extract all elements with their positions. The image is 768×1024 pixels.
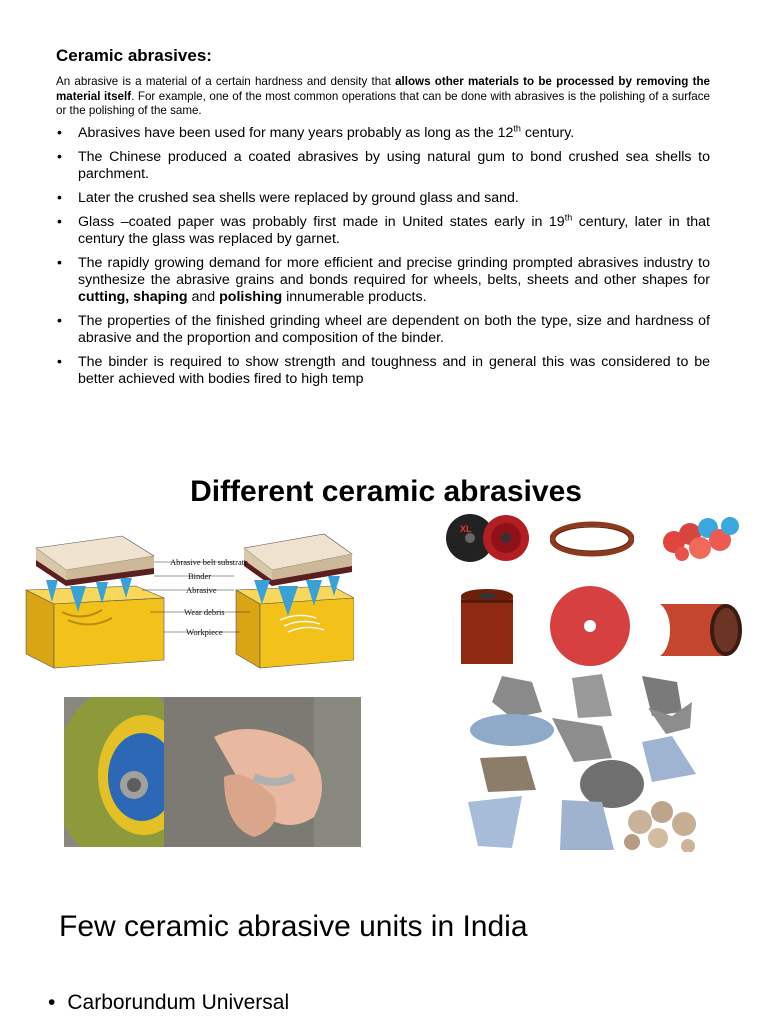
- fibre-disc-image: [548, 584, 632, 668]
- bullet-text: The binder is required to show strength and toughness and in general this was considered to be better achieved with bodies fired to high temp: [78, 354, 710, 387]
- disc-brand-label: XL: [460, 524, 472, 534]
- superscript: th: [513, 123, 521, 134]
- bullet-item: [56, 313, 710, 347]
- bullet-text: Later the crushed sea shells were replaced by ground glass and sand.: [78, 190, 519, 206]
- bullet-text: Abrasives have been used for many years probably as long as the 12: [78, 125, 514, 141]
- india-unit-item: [48, 988, 289, 1018]
- india-section-title: Few ceramic abrasive units in India: [59, 910, 528, 943]
- intro-text-bold: allows other materials to be processed by removing the material itself: [56, 75, 710, 103]
- sanding-belt-image: [550, 520, 634, 558]
- belt-abrasion-diagram: [24, 528, 354, 673]
- bullet-text: The Chinese produced a coated abrasives by using natural gum to bond crushed sea shells to parchment.: [78, 149, 710, 182]
- bullet-text: The rapidly growing demand for more efficient and precise grinding prompted abrasives industry to synthesize the abrasive grains and bonds required for wheels, belts, sheets and other shapes for: [78, 255, 710, 288]
- bullet-item: [56, 149, 710, 183]
- label-abrasive: Abrasive: [186, 585, 217, 595]
- label-substrate: Abrasive belt substrate: [170, 557, 248, 567]
- india-units-list: [48, 988, 289, 1018]
- bullet-text: The properties of the finished grinding wheel are dependent on both the type, size and hardness of abrasive and the proportion and composition of the binder.: [78, 313, 710, 346]
- label-wear-debris: Wear debris: [184, 607, 225, 617]
- flap-discs-image: [656, 514, 746, 562]
- grinding-wheel-photo: [64, 697, 361, 847]
- bullet-item: [56, 255, 710, 306]
- bullet-text: century, later in that century the glass was replaced by garnet.: [78, 214, 710, 247]
- bullet-item: [56, 190, 710, 207]
- abrasive-roll-image: [458, 588, 518, 668]
- bullet-text: innumerable products.: [282, 289, 427, 305]
- intro-paragraph: [56, 75, 710, 119]
- workpiece-left: [26, 586, 164, 668]
- bullet-text: and: [187, 289, 220, 305]
- mounted-points-image: [462, 672, 712, 852]
- bullet-list: [56, 125, 710, 395]
- bullet-item: [56, 125, 710, 142]
- bullet-bold: polishing: [219, 289, 283, 305]
- bullet-text: Glass –coated paper was probably first made in United states early in 19: [78, 214, 565, 230]
- workpiece-right: [236, 586, 354, 668]
- label-binder: Binder: [188, 571, 212, 581]
- intro-text-2: . For example, one of the most common operations that can be done with abrasives is the polishing of a surface or the polishing of the same.: [56, 89, 711, 118]
- abrasive-sleeve-image: [654, 598, 748, 660]
- intro-text-1: An abrasive is a material of a certain hardness and density that: [56, 75, 396, 88]
- label-workpiece: Workpiece: [186, 627, 223, 637]
- heading: Ceramic abrasives:: [56, 46, 212, 65]
- abrasive-discs-image: [446, 512, 530, 564]
- section-title: Different ceramic abrasives: [190, 475, 582, 508]
- india-unit-name: Carborundum Universal: [67, 991, 290, 1014]
- bullet-text: century.: [520, 125, 575, 141]
- bullet-item: [56, 354, 710, 388]
- bullet-bold: cutting, shaping: [78, 289, 188, 305]
- superscript: th: [564, 212, 573, 223]
- bullet-item: [56, 214, 710, 248]
